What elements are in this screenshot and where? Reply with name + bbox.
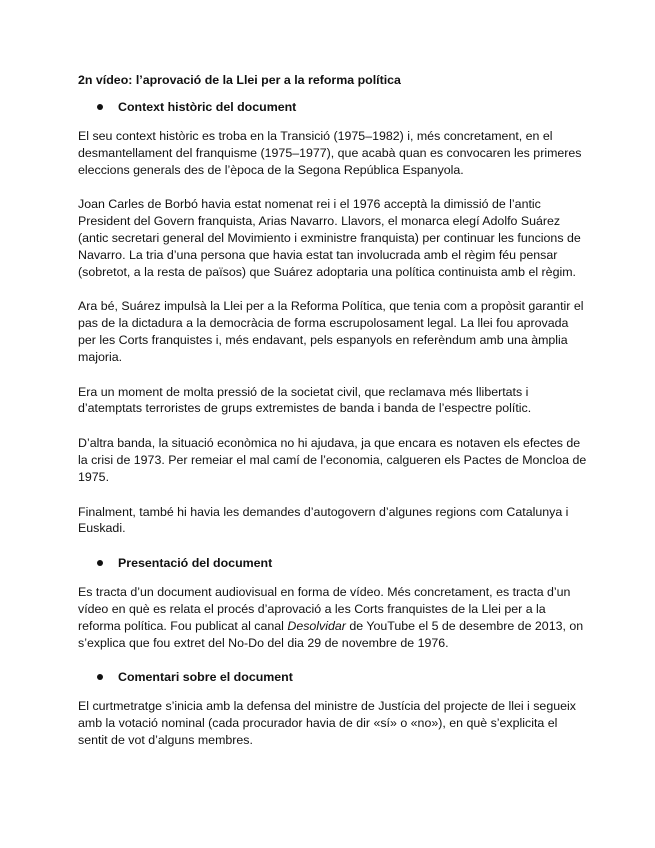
section-heading-presentation: [78, 555, 588, 571]
paragraph: Era un moment de molta pressió de la societat civil, que reclamava més llibertats i d’atemptats terroristes de grups extremistes de banda i banda de l’espectre polític.: [78, 384, 532, 416]
bullet-icon: [97, 104, 103, 110]
document-page: [78, 72, 588, 767]
paragraph: Joan Carles de Borbó havia estat nomenat rei i el 1976 acceptà la dimissió de l’antic President del Govern franquista, Arias Navarro. Llavors, el monarca elegí Adolfo Suárez (antic secretari general del Movimiento i exministre franquista) per continuar les funcions de Navarro. La tria d’una persona que havia estat tan involucrada amb el règim féu pensar (sobretot, a la resta de països) que Suárez adoptaria una política continuista amb el règim.: [78, 197, 581, 279]
paragraph: [78, 584, 588, 651]
paragraph: El seu context històric es troba en la Transició (1975–1982) i, més concretament, en el desmantellament del franquisme (1975–1977), que acabà quan es convocaren les primeres eleccions generals des de l’època de la Segona República Espanyola.: [78, 129, 582, 177]
section-heading-context: [78, 99, 588, 115]
paragraph-text: Es tracta d’un document audiovisual en forma de vídeo. Més concretament, es tracta d’un vídeo en què es relata el procés d’aprovació a les Corts franquistes de la Llei per a la reforma política. Fou publicat al canal: [78, 585, 571, 633]
channel-name: Desolvidar: [287, 618, 346, 633]
bullet-icon: [97, 674, 103, 680]
paragraph: Finalment, també hi havia les demandes d’autogovern d’algunes regions com Catalunya i Euskadi.: [78, 504, 569, 536]
paragraph: D’altra banda, la situació econòmica no hi ajudava, ja que encara es notaven els efectes de la crisi de 1973. Per remeiar el mal camí de l’economia, calgueren els Pactes de Moncloa de 1975.: [78, 436, 587, 484]
paragraph: El curtmetratge s’inicia amb la defensa del ministre de Justícia del projecte de llei i segueix amb la votació nominal (cada procurador havia de dir «sí» o «no»), en què s’explicita el sentit de vot d’alguns membres.: [78, 699, 576, 747]
bullet-icon: [97, 560, 103, 566]
section-heading-label: Comentari sobre el document: [118, 670, 293, 685]
document-title: 2n vídeo: l’aprovació de la Llei per a la reforma política: [78, 73, 401, 87]
paragraph-text: de YouTube el 5 de desembre de 2013, on s’explica que fou extret del No-Do del dia 29 de novembre de 1976.: [78, 618, 584, 650]
paragraph: Ara bé, Suárez impulsà la Llei per a la Reforma Política, que tenia com a propòsit garantir el pas de la dictadura a la democràcia de forma escrupolosament legal. La llei fou aprovada per les Corts franquistes i, més endavant, pels espanyols en referèndum amb una àmplia majoria.: [78, 299, 584, 364]
section-heading-label: Presentació del document: [118, 556, 273, 571]
section-heading-label: Context històric del document: [118, 100, 297, 114]
section-heading-commentary: [78, 669, 588, 685]
